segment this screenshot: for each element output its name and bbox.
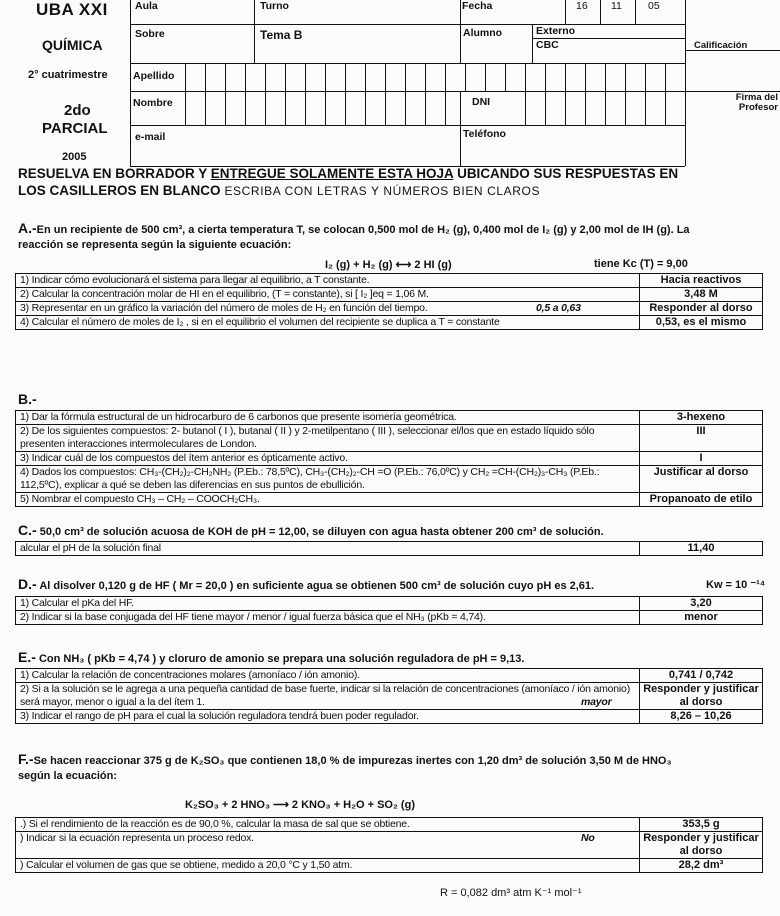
uba-title: UBA XXI xyxy=(36,0,108,19)
alumno-label: Alumno xyxy=(463,27,503,39)
instr-text-1: RESUELVA EN BORRADOR Y xyxy=(18,166,211,181)
section-f-text-1: Se hacen reaccionar 375 g de K₂SO₃ que contienen 18,0 % de impurezas inertes con 1,20 dm³ de solución 3,50 M de HNO₃ xyxy=(33,755,672,767)
exam-year: 2005 xyxy=(62,151,87,163)
question-e3: 3) Indicar el rango de pH para el cual la solución reguladora tendrá buen poder regulador. xyxy=(16,710,640,723)
sobre-label: Sobre xyxy=(135,28,165,40)
question-d1: 1) Calcular el pKa del HF. xyxy=(16,597,640,610)
aula-label: Aula xyxy=(135,0,158,12)
question-b3: 3) Indicar cuál de los compuestos del ítem anterior es ópticamente activo. xyxy=(16,452,640,465)
exam-number: 2do xyxy=(64,102,91,119)
answer-f1[interactable]: 353,5 g xyxy=(682,818,720,830)
answer-a3[interactable]: Responder al dorso xyxy=(649,302,753,314)
section-c-title xyxy=(18,523,604,540)
answer-c1[interactable]: 11,40 xyxy=(687,542,715,554)
firma-label: Firma del Profesor xyxy=(735,92,778,113)
instr-text-4: ESCRIBA CON LETRAS Y NÚMEROS BIEN CLAROS xyxy=(220,184,541,198)
answer-e3[interactable]: 8,26 – 10,26 xyxy=(670,710,732,722)
tema-label: Tema B xyxy=(260,28,303,42)
section-e-text: Con NH₃ ( pKb = 4,74 ) y cloruro de amonio se prepara una solución reguladora de pH = 9,13. xyxy=(35,653,525,665)
answer-d1[interactable]: 3,20 xyxy=(690,597,712,609)
instr-text-underlined: ENTREGUE SOLAMENTE ESTA HOJA xyxy=(210,166,454,181)
subject-title: QUÍMICA xyxy=(42,37,103,53)
question-a4: 4) Calcular el número de moles de I₂ , si en el equilibrio el volumen del recipiente se duplica a T = constante xyxy=(16,316,640,329)
table-row xyxy=(16,610,762,624)
section-d-table xyxy=(15,596,763,625)
answer-b4[interactable]: Justificar al dorso xyxy=(653,466,749,478)
section-d-kw: Kw = 10 ⁻¹⁴ xyxy=(706,579,766,591)
table-row xyxy=(16,301,762,315)
r-constant: R = 0,082 dm³ atm K⁻¹ mol⁻¹ xyxy=(440,887,582,899)
table-row xyxy=(16,492,762,506)
externo-label: Externo xyxy=(536,25,576,37)
table-row xyxy=(16,315,762,329)
section-b-title xyxy=(18,392,37,409)
question-b5: 5) Nombrar el compuesto CH₃ – CH₂ – COOCH₂CH₃. xyxy=(16,493,640,506)
section-c-text: 50,0 cm³ de solución acuosa de KOH de pH = 12,00, se diluyen con agua hasta obtener 200 cm³ de solución. xyxy=(36,526,604,538)
email-label: e-mail xyxy=(135,131,166,143)
table-row xyxy=(16,542,762,555)
table-row xyxy=(16,669,762,682)
fecha-label: Fecha xyxy=(462,0,493,12)
answer-d2[interactable]: menor xyxy=(684,611,718,623)
cbc-label: CBC xyxy=(536,39,559,51)
answer-f3[interactable]: 28,2 dm³ xyxy=(678,859,724,871)
instructions xyxy=(18,165,763,200)
section-f-equation: K₂SO₃ + 2 HNO₃ ⟶ 2 KNO₃ + H₂O + SO₂ (g) xyxy=(185,799,415,811)
table-row xyxy=(16,465,762,492)
instr-text-2: UBICANDO SUS RESPUESTAS EN xyxy=(453,166,679,181)
fecha-month: 11 xyxy=(611,0,622,12)
section-a-text-1: En un recipiente de 500 cm³, a cierta temperatura T, se colocan 0,500 mol de H₂ (g), 0,400 mol de I₂ (g) y 2,00 mol de IH (g). La xyxy=(36,224,690,236)
question-c1: alcular el pH de la solución final xyxy=(16,542,640,555)
section-a-title xyxy=(18,221,773,253)
section-f-table xyxy=(15,817,763,873)
table-row xyxy=(16,597,762,610)
section-a-label: A.- xyxy=(18,220,37,236)
calificacion-label: Calificación xyxy=(694,40,748,51)
turno-label: Turno xyxy=(260,0,289,12)
instr-text-3: LOS CASILLEROS EN BLANCO xyxy=(18,183,221,198)
question-b1: 1) Dar la fórmula estructural de un hidrocarburo de 6 carbonos que presente isomería geométrica. xyxy=(16,411,640,424)
question-b4: 4) Dados los compuestos: CH₃-(CH₂)₂-CH₂NH₂ (P.Eb.: 78,5ºC), CH₃-(CH₂)₂-CH =O (P.Eb.: 76,0ºC) y CH₂ =CH-(CH₂)₃-CH₃ (P.Eb.: 112,5ºC), explicar a qué se deben las diferencias en sus puntos de ebullición. xyxy=(16,466,640,492)
answer-b1[interactable]: 3-hexeno xyxy=(676,411,726,423)
answer-b3[interactable]: I xyxy=(699,452,703,464)
answer-e1[interactable]: 0,741 / 0,742 xyxy=(668,669,734,681)
table-row xyxy=(16,411,762,424)
apellido-label: Apellido xyxy=(133,70,175,82)
table-row xyxy=(16,818,762,831)
section-f-text-2: según la ecuación: xyxy=(18,770,118,782)
question-f2: ) Indicar si la ecuación representa un proceso redox. xyxy=(20,832,254,844)
section-b-label: B.- xyxy=(18,391,37,407)
telefono-label: Teléfono xyxy=(463,128,506,140)
table-row xyxy=(16,287,762,301)
section-f-label: F.- xyxy=(18,751,34,767)
header-grid xyxy=(130,0,780,166)
answer-a4[interactable]: 0,53, es el mismo xyxy=(655,316,747,328)
table-row xyxy=(16,424,762,451)
note-e2: mayor xyxy=(581,696,612,708)
answer-e2[interactable]: Responder y justificar al dorso xyxy=(643,683,759,708)
section-d-text: Al disolver 0,120 g de HF ( Mr = 20,0 ) en suficiente agua se obtienen 500 cm³ de solución cuyo pH es 2,61. xyxy=(36,580,595,592)
table-row xyxy=(16,682,762,709)
section-d-title xyxy=(18,577,594,594)
note-a3: 0,5 a 0,63 xyxy=(536,302,581,314)
fecha-year: 05 xyxy=(648,0,660,12)
term-label: 2° cuatrimestre xyxy=(28,69,108,81)
section-a-kc: tiene Kc (T) = 9,00 xyxy=(594,258,688,270)
table-row xyxy=(16,274,762,287)
question-f1: .) Si el rendimiento de la reacción es de 90,0 %, calcular la masa de sal que se obtiene. xyxy=(16,818,640,831)
question-b2: 2) De los siguientes compuestos: 2- butanol ( I ), butanal ( II ) y 2-metilpentano ( III ), seleccionar el/los que en estado líquido sólo presenten interacciones intermoleculares de London. xyxy=(16,425,640,451)
answer-b5[interactable]: Propanoato de etilo xyxy=(649,493,753,505)
header-left-block xyxy=(4,0,130,166)
table-row xyxy=(16,858,762,872)
answer-f2[interactable]: Responder y justificar al dorso xyxy=(643,832,759,857)
question-e2: 2) Si a la solución se le agrega a una pequeña cantidad de base fuerte, indicar si la relación de concentraciones (amoníaco / ión amonio) será mayor, menor o igual a la del ítem 1. xyxy=(20,683,630,708)
question-a3: 3) Representar en un gráfico la variación del número de moles de H₂ en función del tiempo. xyxy=(20,302,428,314)
section-d-label: D.- xyxy=(18,576,37,592)
question-f3: ) Calcular el volumen de gas que se obtiene, medido a 20,0 °C y 1,50 atm. xyxy=(16,859,640,872)
question-d2: 2) Indicar si la base conjugada del HF tiene mayor / menor / igual fuerza básica que el NH₃ (pKb = 4,74). xyxy=(16,611,640,624)
question-a2: 2) Calcular la concentración molar de HI en el equilibrio, (T = constante), si [ I₂ ]eq = 1,06 M. xyxy=(16,288,640,301)
question-a1: 1) Indicar cómo evolucionará el sistema para llegar al equilibrio, a T constante. xyxy=(16,274,640,287)
section-c-label: C.- xyxy=(18,522,37,538)
note-f2: No xyxy=(581,832,595,844)
section-e-title xyxy=(18,650,524,667)
answer-a2[interactable]: 3,48 M xyxy=(684,288,718,300)
section-a-equation: I₂ (g) + H₂ (g) ⟷ 2 HI (g) xyxy=(325,259,452,271)
section-e-label: E.- xyxy=(18,649,36,665)
section-e-table xyxy=(15,668,763,724)
section-c-table xyxy=(15,541,763,556)
table-row xyxy=(16,451,762,465)
nombre-label: Nombre xyxy=(133,97,173,109)
section-a-table xyxy=(15,273,763,330)
table-row xyxy=(16,709,762,723)
question-e1: 1) Calcular la relación de concentraciones molares (amoníaco / ión amonio). xyxy=(16,669,640,682)
dni-label: DNI xyxy=(472,96,491,108)
section-f-title xyxy=(18,752,773,784)
answer-a1[interactable]: Hacia reactivos xyxy=(660,274,742,286)
section-a-text-2: reacción se representa según la siguiente ecuación: xyxy=(18,239,292,251)
table-row xyxy=(16,831,762,858)
fecha-day: 16 xyxy=(576,0,588,12)
section-b-table xyxy=(15,410,763,507)
exam-type: PARCIAL xyxy=(42,120,108,137)
answer-b2[interactable]: III xyxy=(696,425,706,437)
